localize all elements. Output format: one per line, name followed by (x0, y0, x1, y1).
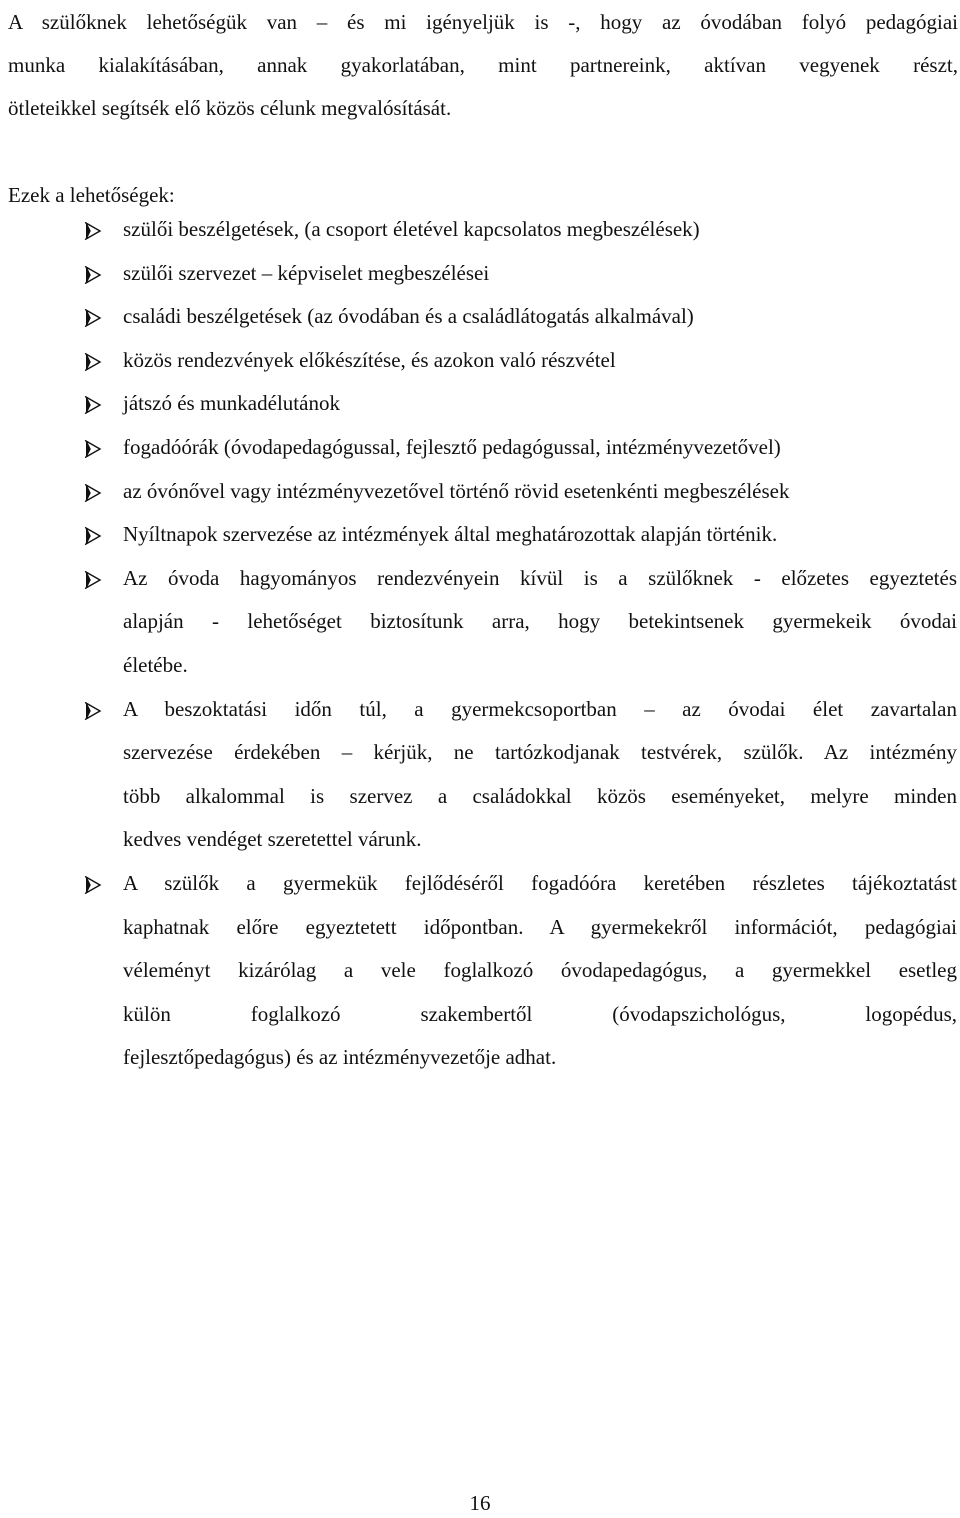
list-item-line: A beszoktatási időn túl, a gyermekcsoportban – az óvodai élet zavartalan (123, 696, 957, 721)
opportunities-list (0, 208, 960, 1080)
list-item-text (123, 557, 957, 688)
list-item-line: szülői szervezet – képviselet megbeszélései (123, 260, 490, 285)
list-item-line: szülői beszélgetések, (a csoport életével kapcsolatos megbeszélések) (123, 217, 700, 241)
list-item-line: szervezése érdekében – kérjük, ne tartózkodjanak testvérek, szülők. Az intézmény (123, 740, 957, 765)
list-item-text (123, 470, 957, 514)
list-item-text (123, 252, 957, 296)
list-item-line: kaphatnak előre egyeztetett időpontban. A gyermekekről információt, pedagógiai (123, 914, 957, 939)
list-item-text (123, 426, 957, 470)
list-item (0, 252, 957, 296)
list-item (0, 513, 957, 557)
list-lead-text: Ezek a lehetőségek: (8, 183, 175, 207)
list-item (0, 688, 957, 862)
page-number: 16 (469, 1491, 491, 1515)
arrowhead-bullet-icon (84, 526, 102, 544)
list-item (0, 208, 957, 252)
list-item-line: az óvónővel vagy intézményvezetővel történő rövid esetenkénti megbeszélések (123, 478, 790, 503)
arrowhead-bullet-icon (84, 221, 102, 239)
list-item (0, 339, 957, 383)
list-item-line: véleményt kizárólag a vele foglalkozó óvodapedagógus, a gyermekkel esetleg (123, 958, 957, 983)
list-item-text (123, 382, 957, 426)
intro-line: A szülőknek lehetőségük van – és mi igényeljük is -, hogy az óvodában folyó pedagógiai (8, 10, 958, 34)
arrowhead-bullet-icon (84, 308, 102, 326)
arrowhead-bullet-icon (84, 483, 102, 501)
list-item (0, 557, 957, 688)
list-item (0, 470, 957, 514)
list-item-text (123, 295, 957, 339)
arrowhead-bullet-icon (84, 701, 102, 719)
intro-line: munka kialakításában, annak gyakorlatában, mint partnereink, aktívan vegyenek részt, (8, 53, 958, 77)
list-item-line: játszó és munkadélutánok (123, 391, 340, 416)
list-item-line: életébe. (123, 652, 188, 677)
list-item-line: kedves vendéget szeretettel várunk. (123, 827, 422, 852)
list-item-line: fejlesztőpedagógus) és az intézményvezetője adhat. (123, 1045, 557, 1070)
list-item (0, 382, 957, 426)
list-item (0, 426, 957, 470)
list-item-line: alapján - lehetőséget biztosítunk arra, hogy betekintsenek gyermekeik óvodai (123, 609, 957, 634)
arrowhead-bullet-icon (84, 875, 102, 893)
arrowhead-bullet-icon (84, 395, 102, 413)
list-item-line: külön foglalkozó szakembertől (óvodapszichológus, logopédus, (123, 1001, 957, 1026)
list-item-line: A szülők a gyermekük fejlődéséről fogadóóra keretében részletes tájékoztatást (123, 870, 957, 895)
arrowhead-bullet-icon (84, 439, 102, 457)
arrowhead-bullet-icon (84, 352, 102, 370)
list-item-text (123, 862, 957, 1080)
list-item-line: családi beszélgetések (az óvodában és a családlátogatás alkalmával) (123, 304, 694, 329)
list-item-text (123, 208, 957, 252)
list-item-text (123, 513, 957, 557)
list-item-line: közös rendezvények előkészítése, és azokon való részvétel (123, 347, 616, 372)
list-item (0, 295, 957, 339)
list-item-line: Az óvoda hagyományos rendezvényein kívül is a szülőknek - előzetes egyeztetés (123, 565, 957, 590)
intro-paragraph (8, 1, 958, 130)
intro-line: ötleteikkel segítsék elő közös célunk megvalósítását. (8, 96, 452, 120)
list-item-line: több alkalommal is szervez a családokkal közös eseményeket, melyre minden (123, 783, 957, 808)
list-item (0, 862, 957, 1080)
list-item-line: fogadóórák (óvodapedagógussal, fejlesztő pedagógussal, intézményvezetővel) (123, 434, 781, 459)
arrowhead-bullet-icon (84, 570, 102, 588)
list-item-text (123, 339, 957, 383)
list-item-text (123, 688, 957, 862)
arrowhead-bullet-icon (84, 265, 102, 283)
list-item-line: Nyíltnapok szervezése az intézmények által meghatározottak alapján történik. (123, 522, 778, 547)
